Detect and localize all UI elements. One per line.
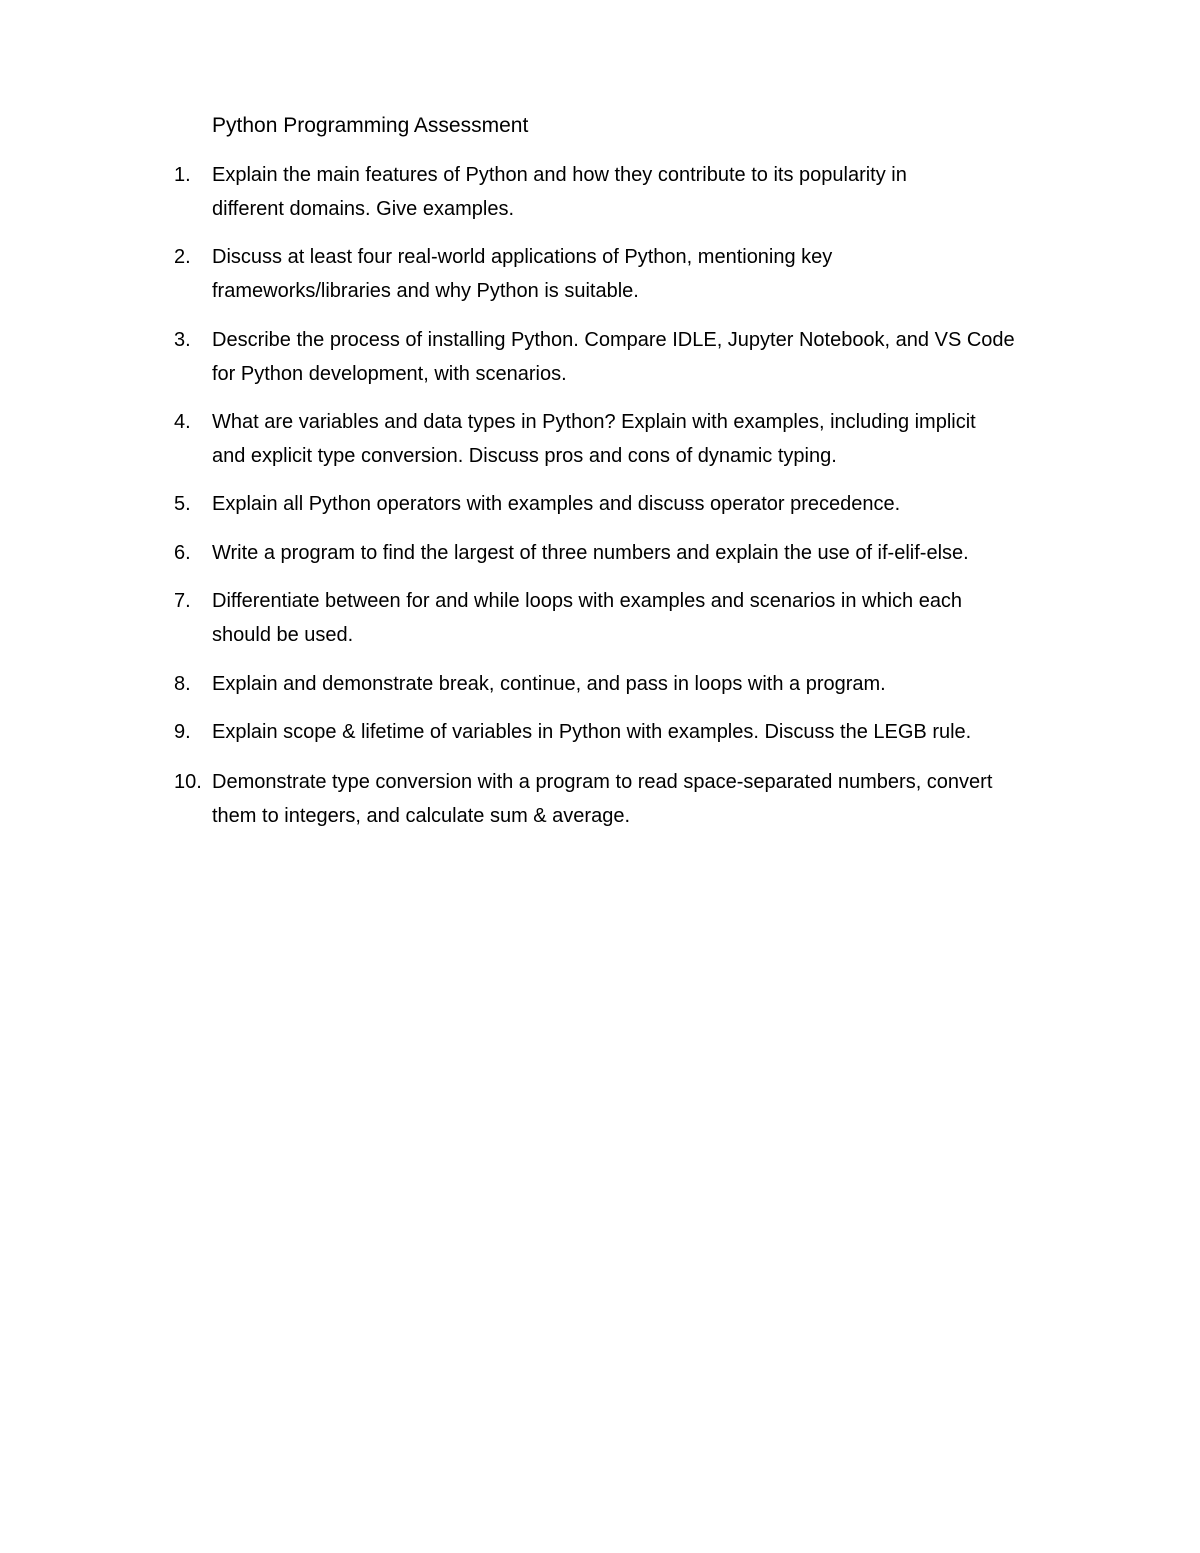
question-line: should be used. [212,624,354,646]
question-line: Write a program to find the largest of three numbers and explain the use of if-elif-else. [212,542,969,564]
question-line: different domains. Give examples. [212,198,515,220]
question-line: for Python development, with scenarios. [212,363,567,385]
question-text [212,323,1062,391]
question-number: 7. [174,590,191,612]
page-title: Python Programming Assessment [212,114,529,137]
question-line: Explain and demonstrate break, continue, and pass in loops with a program. [212,673,886,695]
question-line: them to integers, and calculate sum & average. [212,805,631,827]
question-number: 8. [174,673,191,695]
question-text [212,715,1062,749]
question-line: Explain the main features of Python and how they contribute to its popularity in [212,164,907,186]
question-text [212,405,1062,473]
question-number: 5. [174,493,191,515]
question-line: Explain all Python operators with examples and discuss operator precedence. [212,493,901,515]
question-text [212,765,1062,833]
question-number: 2. [174,246,191,268]
question-number: 9. [174,721,191,743]
question-line: Demonstrate type conversion with a program to read space-separated numbers, convert [212,771,993,793]
question-text [212,240,1062,308]
question-number: 3. [174,329,191,351]
question-text [212,158,1062,226]
question-text [212,536,1062,570]
question-line: Discuss at least four real-world applications of Python, mentioning key [212,246,833,268]
question-text [212,584,1062,652]
question-number: 10. [174,771,202,793]
question-line: and explicit type conversion. Discuss pros and cons of dynamic typing. [212,445,837,467]
question-text [212,487,1062,521]
question-line: frameworks/libraries and why Python is suitable. [212,280,639,302]
question-number: 4. [174,411,191,433]
question-line: Explain scope & lifetime of variables in Python with examples. Discuss the LEGB rule. [212,721,972,743]
question-line: What are variables and data types in Python? Explain with examples, including implicit [212,411,976,433]
question-text [212,667,1062,701]
question-number: 1. [174,164,191,186]
question-line: Differentiate between for and while loops with examples and scenarios in which each [212,590,963,612]
question-number: 6. [174,542,191,564]
question-line: Describe the process of installing Python. Compare IDLE, Jupyter Notebook, and VS Code [212,329,1015,351]
